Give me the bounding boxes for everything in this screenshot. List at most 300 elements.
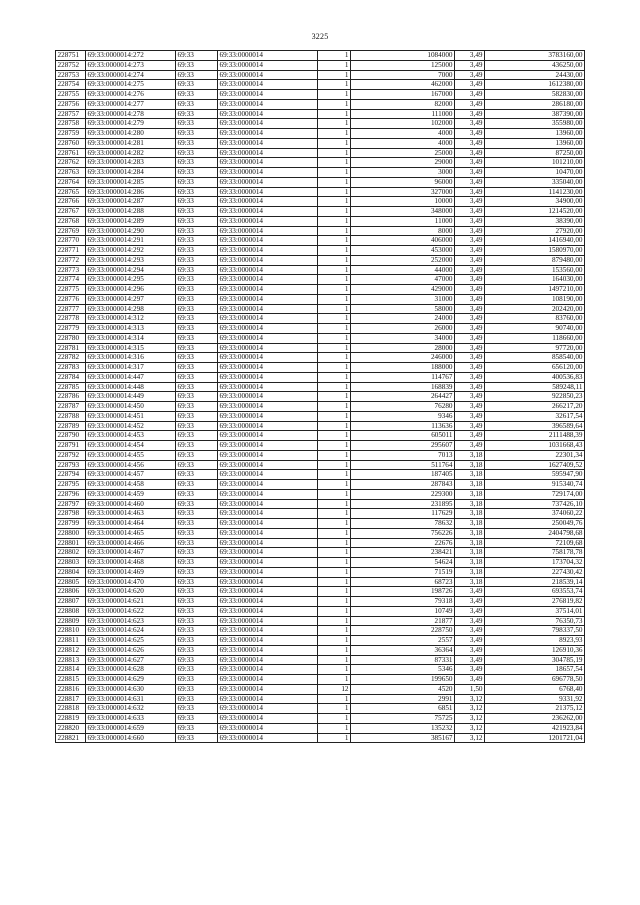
table-row	[56, 519, 585, 529]
cadastral-quarter-cell: 69:33:0000014	[218, 255, 318, 265]
cadastral-quarter-cell: 69:33:0000014	[218, 392, 318, 402]
table-row	[56, 714, 585, 724]
row-id-cell: 228801	[56, 538, 86, 548]
row-id-cell: 228775	[56, 285, 86, 295]
row-id-cell: 228802	[56, 548, 86, 558]
region-code-cell: 69:33	[176, 207, 218, 217]
row-id-cell: 228805	[56, 577, 86, 587]
area-cell: 406000	[351, 236, 455, 246]
count-cell: 1	[318, 80, 351, 90]
count-cell: 1	[318, 304, 351, 314]
cadastral-number-cell: 69:33:0000014:313	[86, 324, 176, 334]
table-row	[56, 411, 585, 421]
cadastral-number-cell: 69:33:0000014:290	[86, 226, 176, 236]
area-cell: 7013	[351, 450, 455, 460]
cadastral-quarter-cell: 69:33:0000014	[218, 723, 318, 733]
cadastral-quarter-cell: 69:33:0000014	[218, 509, 318, 519]
count-cell: 12	[318, 684, 351, 694]
cadastral-number-cell: 69:33:0000014:273	[86, 60, 176, 70]
rate-cell: 3,49	[455, 421, 485, 431]
row-id-cell: 228780	[56, 333, 86, 343]
region-code-cell: 69:33	[176, 372, 218, 382]
table-row	[56, 636, 585, 646]
area-cell: 21877	[351, 616, 455, 626]
area-cell: 5346	[351, 665, 455, 675]
region-code-cell: 69:33	[176, 343, 218, 353]
count-cell: 1	[318, 90, 351, 100]
area-cell: 24000	[351, 314, 455, 324]
table-row	[56, 363, 585, 373]
region-code-cell: 69:33	[176, 333, 218, 343]
rate-cell: 3,49	[455, 636, 485, 646]
cadastral-number-cell: 69:33:0000014:627	[86, 655, 176, 665]
table-row	[56, 148, 585, 158]
table-row	[56, 119, 585, 129]
rate-cell: 3,49	[455, 353, 485, 363]
count-cell: 1	[318, 392, 351, 402]
region-code-cell: 69:33	[176, 606, 218, 616]
area-cell: 8000	[351, 226, 455, 236]
value-cell: 304785,19	[485, 655, 585, 665]
row-id-cell: 228757	[56, 109, 86, 119]
row-id-cell: 228784	[56, 372, 86, 382]
table-row	[56, 616, 585, 626]
row-id-cell: 228751	[56, 51, 86, 61]
value-cell: 21375,12	[485, 704, 585, 714]
cadastral-quarter-cell: 69:33:0000014	[218, 421, 318, 431]
row-id-cell: 228778	[56, 314, 86, 324]
value-cell: 32617,54	[485, 411, 585, 421]
value-cell: 1580970,00	[485, 246, 585, 256]
count-cell: 1	[318, 665, 351, 675]
cadastral-number-cell: 69:33:0000014:460	[86, 499, 176, 509]
cadastral-quarter-cell: 69:33:0000014	[218, 70, 318, 80]
row-id-cell: 228816	[56, 684, 86, 694]
cadastral-number-cell: 69:33:0000014:288	[86, 207, 176, 217]
count-cell: 1	[318, 275, 351, 285]
row-id-cell: 228764	[56, 177, 86, 187]
region-code-cell: 69:33	[176, 402, 218, 412]
cadastral-quarter-cell: 69:33:0000014	[218, 714, 318, 724]
count-cell: 1	[318, 431, 351, 441]
area-cell: 28000	[351, 343, 455, 353]
area-cell: 6851	[351, 704, 455, 714]
area-cell: 7000	[351, 70, 455, 80]
cadastral-number-cell: 69:33:0000014:467	[86, 548, 176, 558]
area-cell: 3000	[351, 168, 455, 178]
count-cell: 1	[318, 636, 351, 646]
area-cell: 11000	[351, 216, 455, 226]
cadastral-number-cell: 69:33:0000014:628	[86, 665, 176, 675]
region-code-cell: 69:33	[176, 70, 218, 80]
region-code-cell: 69:33	[176, 177, 218, 187]
row-id-cell: 228776	[56, 294, 86, 304]
region-code-cell: 69:33	[176, 509, 218, 519]
region-code-cell: 69:33	[176, 197, 218, 207]
region-code-cell: 69:33	[176, 109, 218, 119]
count-cell: 1	[318, 733, 351, 743]
cadastral-number-cell: 69:33:0000014:452	[86, 421, 176, 431]
row-id-cell: 228809	[56, 616, 86, 626]
value-cell: 18657,54	[485, 665, 585, 675]
value-cell: 126910,36	[485, 645, 585, 655]
count-cell: 1	[318, 382, 351, 392]
row-id-cell: 228774	[56, 275, 86, 285]
region-code-cell: 69:33	[176, 499, 218, 509]
area-cell: 385167	[351, 733, 455, 743]
count-cell: 1	[318, 99, 351, 109]
cadastral-quarter-cell: 69:33:0000014	[218, 187, 318, 197]
cadastral-quarter-cell: 69:33:0000014	[218, 294, 318, 304]
table-row	[56, 597, 585, 607]
cadastral-quarter-cell: 69:33:0000014	[218, 577, 318, 587]
row-id-cell: 228804	[56, 567, 86, 577]
cadastral-quarter-cell: 69:33:0000014	[218, 129, 318, 139]
rate-cell: 3,49	[455, 382, 485, 392]
count-cell: 1	[318, 694, 351, 704]
cadastral-quarter-cell: 69:33:0000014	[218, 207, 318, 217]
rate-cell: 3,49	[455, 216, 485, 226]
value-cell: 922850,23	[485, 392, 585, 402]
page-number: 3225	[311, 32, 329, 41]
row-id-cell: 228811	[56, 636, 86, 646]
rate-cell: 3,49	[455, 616, 485, 626]
region-code-cell: 69:33	[176, 470, 218, 480]
area-cell: 87331	[351, 655, 455, 665]
region-code-cell: 69:33	[176, 314, 218, 324]
value-cell: 595947,90	[485, 470, 585, 480]
row-id-cell: 228762	[56, 158, 86, 168]
value-cell: 693553,74	[485, 587, 585, 597]
table-row	[56, 207, 585, 217]
table-row	[56, 60, 585, 70]
region-code-cell: 69:33	[176, 528, 218, 538]
rate-cell: 3,49	[455, 226, 485, 236]
region-code-cell: 69:33	[176, 655, 218, 665]
table-row	[56, 723, 585, 733]
cadastral-quarter-cell: 69:33:0000014	[218, 645, 318, 655]
value-cell: 1497210,00	[485, 285, 585, 295]
row-id-cell: 228803	[56, 558, 86, 568]
table-row	[56, 733, 585, 743]
cadastral-number-cell: 69:33:0000014:297	[86, 294, 176, 304]
row-id-cell: 228763	[56, 168, 86, 178]
area-cell: 71519	[351, 567, 455, 577]
region-code-cell: 69:33	[176, 704, 218, 714]
rate-cell: 3,49	[455, 597, 485, 607]
region-code-cell: 69:33	[176, 90, 218, 100]
rate-cell: 3,49	[455, 109, 485, 119]
rate-cell: 3,49	[455, 363, 485, 373]
table-row	[56, 99, 585, 109]
region-code-cell: 69:33	[176, 168, 218, 178]
area-cell: 58000	[351, 304, 455, 314]
area-cell: 605011	[351, 431, 455, 441]
cadastral-quarter-cell: 69:33:0000014	[218, 324, 318, 334]
cadastral-quarter-cell: 69:33:0000014	[218, 597, 318, 607]
count-cell: 1	[318, 51, 351, 61]
row-id-cell: 228799	[56, 519, 86, 529]
rate-cell: 3,12	[455, 733, 485, 743]
value-cell: 1416940,00	[485, 236, 585, 246]
region-code-cell: 69:33	[176, 558, 218, 568]
value-cell: 387390,00	[485, 109, 585, 119]
cadastral-number-cell: 69:33:0000014:291	[86, 236, 176, 246]
value-cell: 202420,00	[485, 304, 585, 314]
area-cell: 429000	[351, 285, 455, 295]
count-cell: 1	[318, 138, 351, 148]
count-cell: 1	[318, 626, 351, 636]
row-id-cell: 228819	[56, 714, 86, 724]
value-cell: 589248,11	[485, 382, 585, 392]
cadastral-number-cell: 69:33:0000014:280	[86, 129, 176, 139]
row-id-cell: 228781	[56, 343, 86, 353]
value-cell: 276819,82	[485, 597, 585, 607]
cadastral-number-cell: 69:33:0000014:287	[86, 197, 176, 207]
value-cell: 879480,00	[485, 255, 585, 265]
row-id-cell: 228787	[56, 402, 86, 412]
cadastral-quarter-cell: 69:33:0000014	[218, 587, 318, 597]
row-id-cell: 228792	[56, 450, 86, 460]
row-id-cell: 228807	[56, 597, 86, 607]
region-code-cell: 69:33	[176, 714, 218, 724]
rate-cell: 3,49	[455, 285, 485, 295]
row-id-cell: 228755	[56, 90, 86, 100]
count-cell: 1	[318, 314, 351, 324]
row-id-cell: 228756	[56, 99, 86, 109]
value-cell: 858540,00	[485, 353, 585, 363]
rate-cell: 3,12	[455, 704, 485, 714]
count-cell: 1	[318, 265, 351, 275]
value-cell: 266217,20	[485, 402, 585, 412]
count-cell: 1	[318, 177, 351, 187]
cadastral-number-cell: 69:33:0000014:450	[86, 402, 176, 412]
area-cell: 246000	[351, 353, 455, 363]
count-cell: 1	[318, 519, 351, 529]
table-row	[56, 294, 585, 304]
count-cell: 1	[318, 480, 351, 490]
value-cell: 250049,76	[485, 519, 585, 529]
rate-cell: 3,49	[455, 645, 485, 655]
cadastral-number-cell: 69:33:0000014:277	[86, 99, 176, 109]
area-cell: 36364	[351, 645, 455, 655]
area-cell: 1084000	[351, 51, 455, 61]
count-cell: 1	[318, 129, 351, 139]
table-row	[56, 80, 585, 90]
row-id-cell: 228800	[56, 528, 86, 538]
rate-cell: 3,18	[455, 538, 485, 548]
cadastral-number-cell: 69:33:0000014:632	[86, 704, 176, 714]
cadastral-quarter-cell: 69:33:0000014	[218, 60, 318, 70]
row-id-cell: 228806	[56, 587, 86, 597]
row-id-cell: 228782	[56, 353, 86, 363]
cadastral-number-cell: 69:33:0000014:626	[86, 645, 176, 655]
table-row	[56, 168, 585, 178]
region-code-cell: 69:33	[176, 626, 218, 636]
rate-cell: 3,49	[455, 60, 485, 70]
cadastral-quarter-cell: 69:33:0000014	[218, 431, 318, 441]
area-cell: 228750	[351, 626, 455, 636]
rate-cell: 3,49	[455, 665, 485, 675]
cadastral-number-cell: 69:33:0000014:272	[86, 51, 176, 61]
count-cell: 1	[318, 577, 351, 587]
value-cell: 10470,00	[485, 168, 585, 178]
count-cell: 1	[318, 148, 351, 158]
cadastral-quarter-cell: 69:33:0000014	[218, 489, 318, 499]
cadastral-quarter-cell: 69:33:0000014	[218, 90, 318, 100]
cadastral-quarter-cell: 69:33:0000014	[218, 675, 318, 685]
value-cell: 108190,00	[485, 294, 585, 304]
cadastral-quarter-cell: 69:33:0000014	[218, 411, 318, 421]
area-cell: 26000	[351, 324, 455, 334]
area-cell: 114767	[351, 372, 455, 382]
value-cell: 90740,00	[485, 324, 585, 334]
cadastral-number-cell: 69:33:0000014:295	[86, 275, 176, 285]
region-code-cell: 69:33	[176, 431, 218, 441]
row-id-cell: 228765	[56, 187, 86, 197]
row-id-cell: 228783	[56, 363, 86, 373]
table-row	[56, 90, 585, 100]
count-cell: 1	[318, 450, 351, 460]
row-id-cell: 228789	[56, 421, 86, 431]
cadastral-quarter-cell: 69:33:0000014	[218, 353, 318, 363]
count-cell: 1	[318, 470, 351, 480]
cadastral-quarter-cell: 69:33:0000014	[218, 519, 318, 529]
cadastral-number-cell: 69:33:0000014:276	[86, 90, 176, 100]
region-code-cell: 69:33	[176, 519, 218, 529]
rate-cell: 3,18	[455, 480, 485, 490]
table-row	[56, 509, 585, 519]
rate-cell: 3,12	[455, 723, 485, 733]
count-cell: 1	[318, 158, 351, 168]
table-row	[56, 528, 585, 538]
row-id-cell: 228760	[56, 138, 86, 148]
cadastral-number-cell: 69:33:0000014:621	[86, 597, 176, 607]
cadastral-number-cell: 69:33:0000014:464	[86, 519, 176, 529]
value-cell: 153560,00	[485, 265, 585, 275]
cadastral-quarter-cell: 69:33:0000014	[218, 616, 318, 626]
region-code-cell: 69:33	[176, 158, 218, 168]
cadastral-number-cell: 69:33:0000014:294	[86, 265, 176, 275]
row-id-cell: 228814	[56, 665, 86, 675]
row-id-cell: 228769	[56, 226, 86, 236]
rate-cell: 3,49	[455, 626, 485, 636]
cadastral-number-cell: 69:33:0000014:630	[86, 684, 176, 694]
cadastral-number-cell: 69:33:0000014:315	[86, 343, 176, 353]
count-cell: 1	[318, 499, 351, 509]
cadastral-number-cell: 69:33:0000014:631	[86, 694, 176, 704]
cadastral-number-cell: 69:33:0000014:466	[86, 538, 176, 548]
count-cell: 1	[318, 343, 351, 353]
region-code-cell: 69:33	[176, 275, 218, 285]
rate-cell: 3,49	[455, 80, 485, 90]
count-cell: 1	[318, 675, 351, 685]
row-id-cell: 228779	[56, 324, 86, 334]
cadastral-quarter-cell: 69:33:0000014	[218, 197, 318, 207]
value-cell: 34900,00	[485, 197, 585, 207]
row-id-cell: 228790	[56, 431, 86, 441]
rate-cell: 3,49	[455, 129, 485, 139]
region-code-cell: 69:33	[176, 645, 218, 655]
cadastral-number-cell: 69:33:0000014:623	[86, 616, 176, 626]
value-cell: 72109,68	[485, 538, 585, 548]
cadastral-quarter-cell: 69:33:0000014	[218, 138, 318, 148]
count-cell: 1	[318, 324, 351, 334]
table-row	[56, 138, 585, 148]
rate-cell: 3,18	[455, 460, 485, 470]
value-cell: 436250,00	[485, 60, 585, 70]
row-id-cell: 228820	[56, 723, 86, 733]
cadastral-number-cell: 69:33:0000014:470	[86, 577, 176, 587]
table-row	[56, 382, 585, 392]
table-row	[56, 704, 585, 714]
value-cell: 83760,00	[485, 314, 585, 324]
cadastral-quarter-cell: 69:33:0000014	[218, 275, 318, 285]
rate-cell: 3,49	[455, 372, 485, 382]
cadastral-number-cell: 69:33:0000014:274	[86, 70, 176, 80]
count-cell: 1	[318, 109, 351, 119]
area-cell: 79318	[351, 597, 455, 607]
cadastral-quarter-cell: 69:33:0000014	[218, 558, 318, 568]
table-row	[56, 558, 585, 568]
rate-cell: 3,18	[455, 450, 485, 460]
row-id-cell: 228758	[56, 119, 86, 129]
row-id-cell: 228797	[56, 499, 86, 509]
cadastral-quarter-cell: 69:33:0000014	[218, 528, 318, 538]
cadastral-number-cell: 69:33:0000014:622	[86, 606, 176, 616]
count-cell: 1	[318, 538, 351, 548]
cadastral-quarter-cell: 69:33:0000014	[218, 158, 318, 168]
count-cell: 1	[318, 255, 351, 265]
area-cell: 295607	[351, 441, 455, 451]
rate-cell: 3,49	[455, 90, 485, 100]
value-cell: 656120,00	[485, 363, 585, 373]
table-row	[56, 333, 585, 343]
value-cell: 87250,00	[485, 148, 585, 158]
region-code-cell: 69:33	[176, 538, 218, 548]
cadastral-quarter-cell: 69:33:0000014	[218, 168, 318, 178]
row-id-cell: 228795	[56, 480, 86, 490]
rate-cell: 3,49	[455, 207, 485, 217]
rate-cell: 3,49	[455, 246, 485, 256]
area-cell: 511764	[351, 460, 455, 470]
cadastral-number-cell: 69:33:0000014:275	[86, 80, 176, 90]
value-cell: 236262,00	[485, 714, 585, 724]
cadastral-number-cell: 69:33:0000014:292	[86, 246, 176, 256]
cadastral-number-cell: 69:33:0000014:458	[86, 480, 176, 490]
value-cell: 374060,22	[485, 509, 585, 519]
table-row	[56, 626, 585, 636]
rate-cell: 3,49	[455, 138, 485, 148]
rate-cell: 3,49	[455, 148, 485, 158]
row-id-cell: 228761	[56, 148, 86, 158]
table-row	[56, 372, 585, 382]
count-cell: 1	[318, 587, 351, 597]
rate-cell: 3,49	[455, 392, 485, 402]
rate-cell: 3,49	[455, 294, 485, 304]
cadastral-number-cell: 69:33:0000014:459	[86, 489, 176, 499]
table-row	[56, 694, 585, 704]
cadastral-quarter-cell: 69:33:0000014	[218, 606, 318, 616]
region-code-cell: 69:33	[176, 353, 218, 363]
row-id-cell: 228793	[56, 460, 86, 470]
cadastral-number-cell: 69:33:0000014:451	[86, 411, 176, 421]
table-row	[56, 246, 585, 256]
area-cell: 238421	[351, 548, 455, 558]
area-cell: 22676	[351, 538, 455, 548]
cadastral-quarter-cell: 69:33:0000014	[218, 460, 318, 470]
cadastral-quarter-cell: 69:33:0000014	[218, 265, 318, 275]
